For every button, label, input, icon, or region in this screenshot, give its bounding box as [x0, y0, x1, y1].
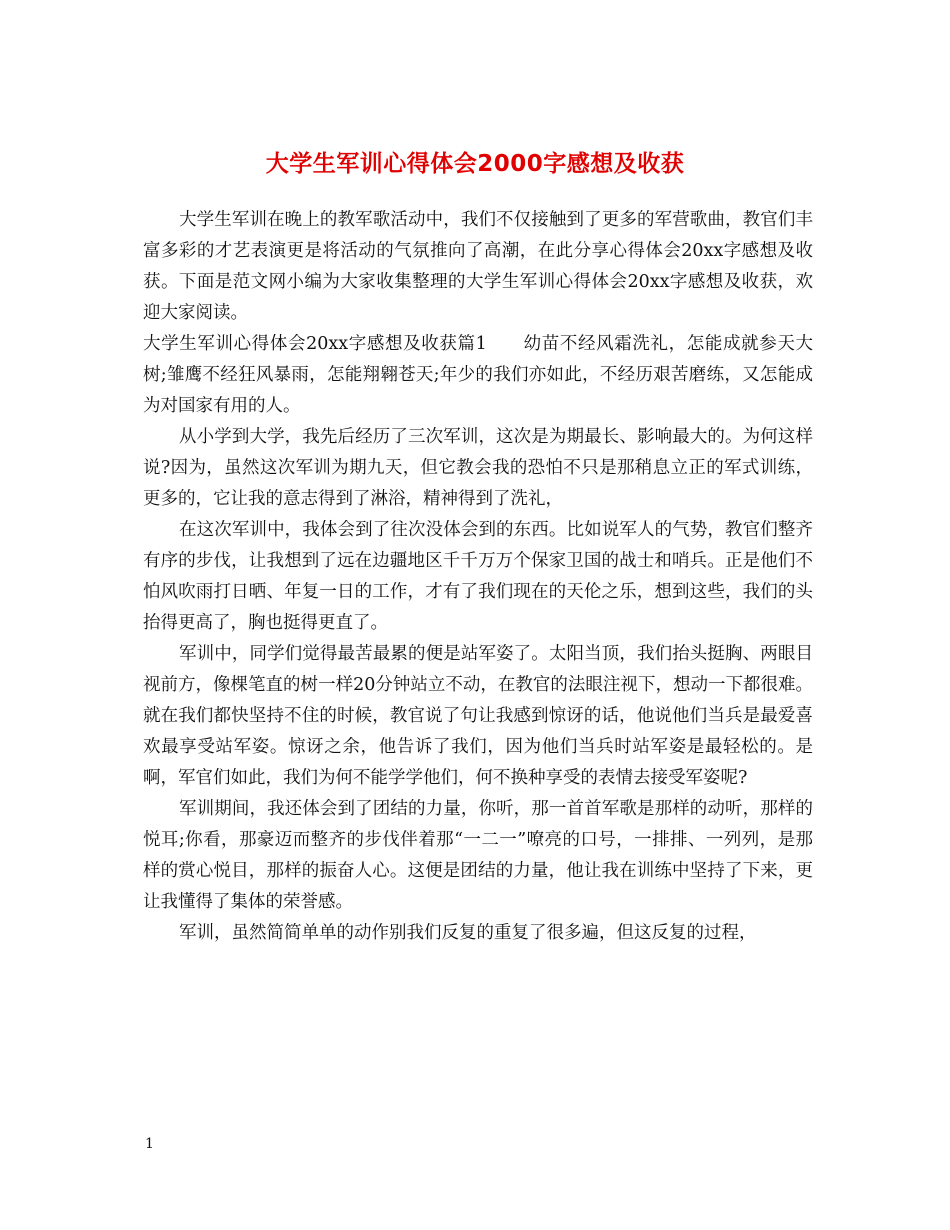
paragraph-3: 从小学到大学，我先后经历了三次军训，这次是为期最长、影响最大的。为何这样说?因为，虽然这次军训为期九天，但它教会我的恐怕不只是那稍息立正的军式训练，更多的，它让我的意志得到了淋浴，精神得到了洗礼， — [143, 427, 813, 509]
paragraph-5: 军训中，同学们觉得最苦最累的便是站军姿了。太阳当顶，我们抬头挺胸、两眼目视前方，像棵笔直的树一样20分钟站立不动，在教官的法眼注视下，想动一下都很难。就在我们都快坚持不住的时候，教官说了句让我感到惊讶的话，他说他们当兵是最爱喜欢最享受站军姿。惊讶之余，他告诉了我们，因为他们当兵时站军姿是最轻松的。是啊，军官们如此，我们为何不能学学他们，何不换种享受的表情去接受军姿呢? — [143, 644, 813, 788]
paragraph-4: 在这次军训中，我体会到了往次没体会到的东西。比如说军人的气势，教官们整齐有序的步伐，让我想到了远在边疆地区千千万万个保家卫国的战士和哨兵。正是他们不怕风吹雨打日晒、年复一日的工作，才有了我们现在的天伦之乐，想到这些，我们的头抬得更高了，胸也挺得更直了。 — [143, 520, 813, 633]
paragraph-7: 军训，虽然简简单单的动作别我们反复的重复了很多遍，但这反复的过程， — [179, 923, 757, 943]
page-number: 1 — [145, 1136, 154, 1152]
paragraph-6: 军训期间，我还体会到了团结的力量，你听，那一首首军歌是那样的动听，那样的悦耳;你看，那豪迈而整齐的步伐伴着那“一二一”嘹亮的口号，一排排、一列列，是那样的赏心悦目，那样的振奋人心。这便是团结的力量，他让我在训练中坚持了下来，更让我懂得了集体的荣誉感。 — [143, 799, 813, 912]
document-title: 大学生军训心得体会2000字感想及收获 — [265, 151, 685, 178]
document-body — [143, 205, 813, 949]
paragraph-2: 大学生军训心得体会20xx字感想及收获篇1 幼苗不经风霜洗礼，怎能成就参天大树;雏鹰不经狂风暴雨，怎能翔翱苍天;年少的我们亦如此，不经历艰苦磨练，又怎能成为对国家有用的人。 — [143, 334, 813, 416]
paragraph-1: 大学生军训在晚上的教军歌活动中，我们不仅接触到了更多的军营歌曲，教官们丰富多彩的才艺表演更是将活动的气氛推向了高潮，在此分享心得体会20xx字感想及收获。下面是范文网小编为大家收集整理的大学生军训心得体会20xx字感想及收获，欢迎大家阅读。 — [143, 210, 813, 323]
